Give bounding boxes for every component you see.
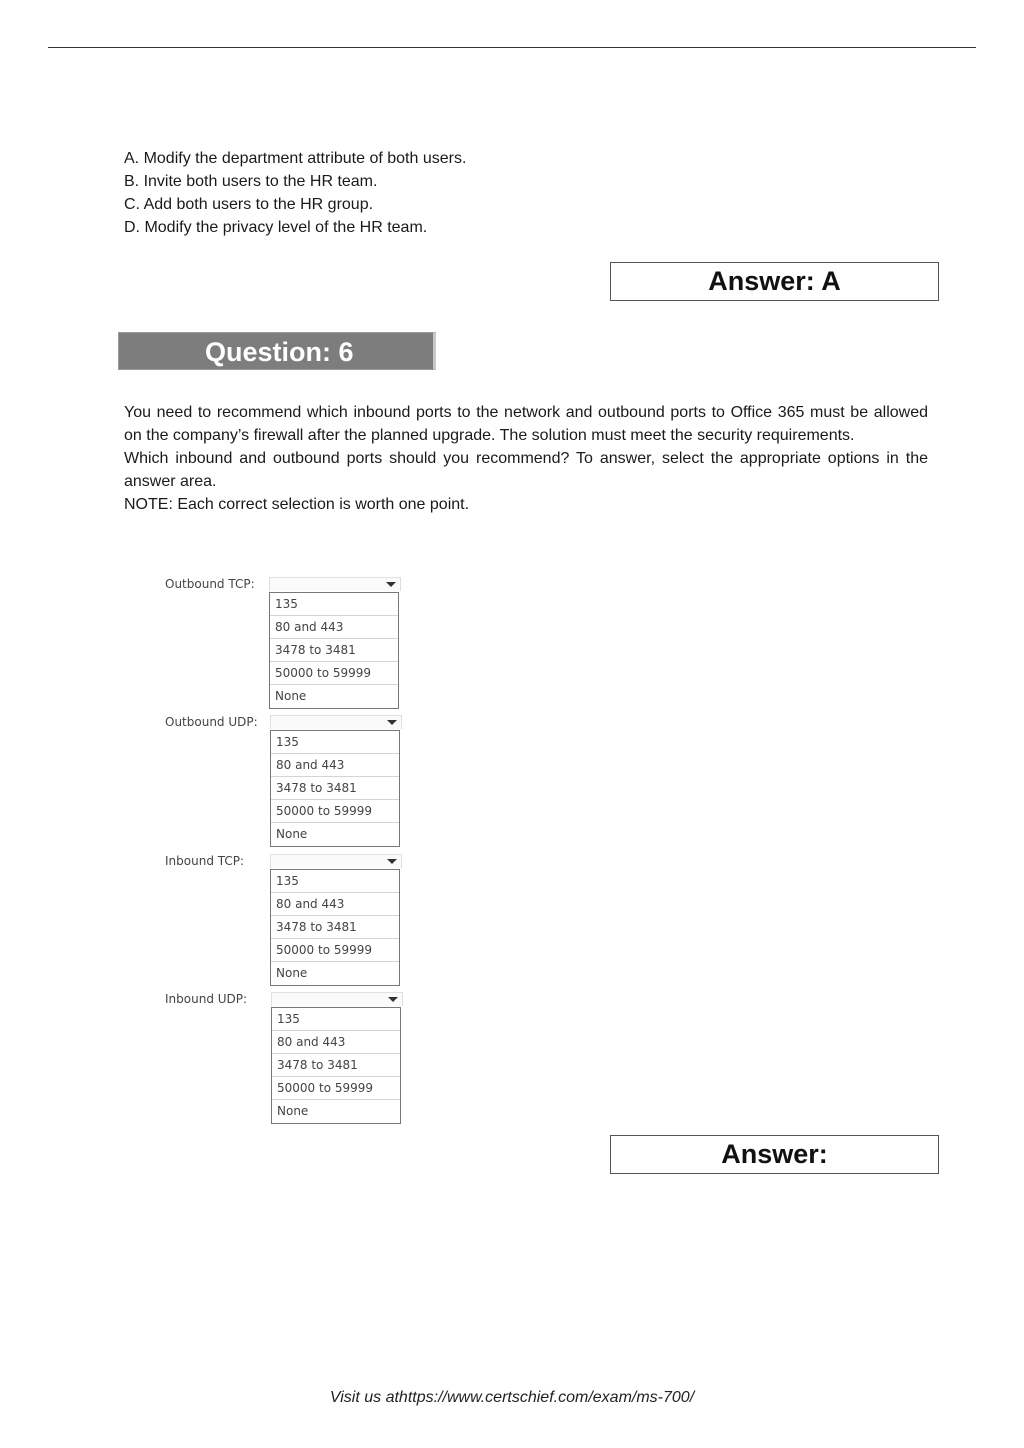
chevron-down-icon — [387, 859, 397, 864]
question-note: NOTE: Each correct selection is worth one point. — [124, 496, 470, 513]
option-d: D. Modify the privacy level of the HR team. — [124, 219, 428, 236]
option-c: C. Add both users to the HR group. — [124, 196, 374, 213]
question-body — [124, 401, 928, 516]
dropdown-option[interactable]: 50000 to 59999 — [272, 1077, 400, 1100]
dropdown-option[interactable]: 80 and 443 — [271, 754, 399, 777]
dropdown-option[interactable]: 80 and 443 — [270, 616, 398, 639]
answer-options — [124, 147, 466, 239]
inbound-udp-group — [165, 992, 405, 1132]
dropdown-option[interactable]: 3478 to 3481 — [272, 1054, 400, 1077]
inbound-udp-options — [271, 1007, 401, 1124]
outbound-tcp-group — [165, 577, 405, 717]
dropdown-option[interactable]: 50000 to 59999 — [270, 662, 398, 685]
dropdown-option[interactable]: 80 and 443 — [272, 1031, 400, 1054]
dropdown-label: Outbound UDP: — [165, 715, 258, 729]
chevron-down-icon — [387, 720, 397, 725]
outbound-tcp-select[interactable] — [269, 577, 401, 591]
dropdown-option[interactable]: 50000 to 59999 — [271, 800, 399, 823]
inbound-udp-select[interactable] — [271, 992, 403, 1006]
question-instruction: Which inbound and outbound ports should you recommend? To answer, select the appropriate options in the answer area. — [124, 450, 928, 490]
outbound-tcp-options — [269, 592, 399, 709]
option-b: B. Invite both users to the HR team. — [124, 173, 378, 190]
dropdown-option[interactable]: 135 — [270, 593, 398, 616]
outbound-udp-select[interactable] — [270, 715, 402, 729]
dropdown-option[interactable]: 135 — [271, 870, 399, 893]
footer-link-text: Visit us athttps://www.certschief.com/exam/ms-700/ — [329, 1389, 695, 1406]
chevron-down-icon — [386, 582, 396, 587]
dropdown-option[interactable]: 80 and 443 — [271, 893, 399, 916]
inbound-tcp-options — [270, 869, 400, 986]
previous-answer-box: Answer: A — [610, 262, 939, 301]
dropdown-option[interactable]: 3478 to 3481 — [271, 777, 399, 800]
outbound-udp-options — [270, 730, 400, 847]
dropdown-option[interactable]: None — [275, 689, 307, 703]
dropdown-option[interactable]: None — [277, 1104, 309, 1118]
dropdown-label: Inbound TCP: — [165, 854, 245, 868]
inbound-tcp-select[interactable] — [270, 854, 402, 868]
dropdown-option[interactable]: None — [276, 966, 308, 980]
option-a: A. Modify the department attribute of both users. — [124, 150, 467, 167]
dropdown-option[interactable]: 135 — [272, 1008, 400, 1031]
dropdown-option[interactable]: None — [276, 827, 308, 841]
question-title: Question: 6 — [118, 332, 436, 370]
dropdown-label: Inbound UDP: — [165, 992, 248, 1006]
header-rule — [48, 47, 976, 48]
inbound-tcp-group — [165, 854, 405, 994]
dropdown-option[interactable]: 50000 to 59999 — [271, 939, 399, 962]
dropdown-option[interactable]: 3478 to 3481 — [270, 639, 398, 662]
outbound-udp-group — [165, 715, 405, 855]
chevron-down-icon — [388, 997, 398, 1002]
dropdown-option[interactable]: 135 — [271, 731, 399, 754]
dropdown-label: Outbound TCP: — [165, 577, 255, 591]
dropdown-option[interactable]: 3478 to 3481 — [271, 916, 399, 939]
question-paragraph: You need to recommend which inbound ports to the network and outbound ports to Office 365 must be allowed on the company’s firewall after the planned upgrade. The solution must meet the security requirements. — [124, 404, 928, 444]
current-answer-box: Answer: — [610, 1135, 939, 1174]
